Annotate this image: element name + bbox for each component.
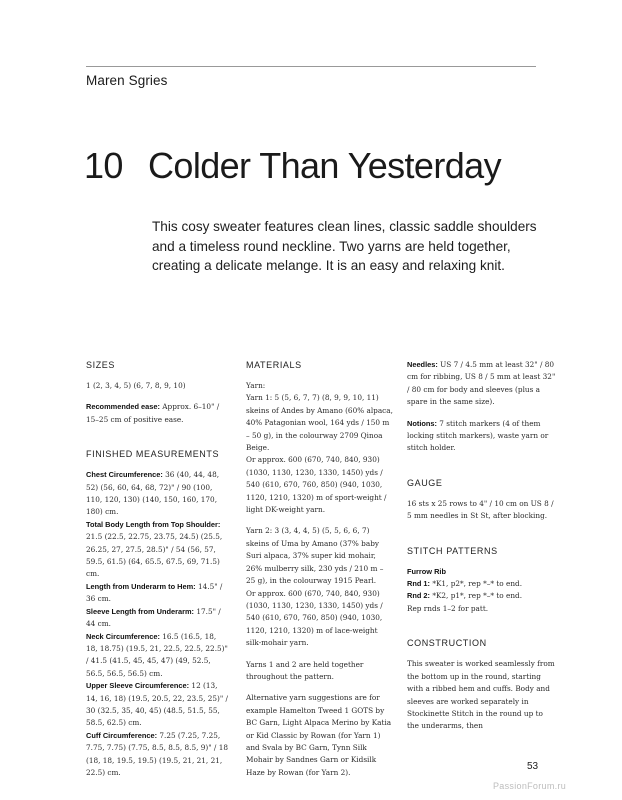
needles-text: US 7 / 4.5 mm at least 32" / 80 cm for ribbing, US 8 / 5 mm at least 32" / 80 cm for body and sleeves (plus a spare in the same size). [407,360,556,407]
yarn-label: Yarn: [246,381,266,390]
needles-info [407,359,557,409]
finished-measurements-heading: FINISHED MEASUREMENTS [86,449,220,460]
stitch-patterns-heading: STITCH PATTERNS [407,545,498,556]
measurement-item: Length from Underarm to Hem: 14.5" / 36 cm. [86,581,223,604]
gauge-text: 16 sts x 25 rows to 4" / 10 cm on US 8 / 5 mm needles in St St, after blocking. [407,498,554,521]
ease-label: Recommended ease: [86,402,160,412]
construction-text: This sweater is worked seamlessly from the bottom up in the round, starting with a ribbed hem and cuffs. Body and sleeves are worked separately in Stockinette Stitch in the round up to the underarms, then [407,659,555,731]
pattern-title [84,145,501,187]
pattern-title-text: Colder Than Yesterday [148,145,501,186]
notions-label: Notions: [407,418,437,428]
measurement-item: Chest Circumference: 36 (40, 44, 48, 52) (56, 60, 64, 68, 72)" / 90 (100, 110, 120, 130) (140, 150, 160, 170, 180) cm. [86,470,220,517]
notions-info [407,418,557,455]
recommended-ease [86,401,228,426]
watermark: PassionForum.ru [493,781,567,791]
column-materials [246,359,394,779]
sizes-heading: SIZES [86,360,116,370]
needles-label: Needles: [407,360,438,369]
yarn2-alternative: Or approx. 600 (670, 740, 840, 930) (1030, 1130, 1230, 1330, 1450) yds / 540 (610, 670, 760, 850) (940, 1030, 1120, 1210, 1320) m of lace-weight silk-mohair yarn. [246,588,383,648]
measurement-item: Sleeve Length from Underarm: 17.5" / 44 cm. [86,606,221,629]
column-needles-gauge [407,359,557,733]
notions-text: 7 stitch markers (4 of them locking stitch markers), waste yarn or stitch holder. [407,418,549,453]
measurements-list [86,469,228,779]
header-divider [86,66,536,67]
author-name: Maren Sgries [86,73,168,88]
intro-paragraph: This cosy sweater features clean lines, classic saddle shoulders and a timeless round neckline. Two yarns are held together, creating a delicate melange. It is an easy and relaxing knit. [152,219,537,273]
yarn1-alternative: Or approx. 600 (670, 740, 840, 930) (1030, 1130, 1230, 1330, 1450) yds / 540 (610, 670, 760, 850) (940, 1030, 1120, 1210, 1320) m of sport-weight / light DK-weight yarn. [246,455,387,515]
sizes-values: 1 (2, 3, 4, 5) (6, 7, 8, 9, 10) [86,381,186,390]
stitch-repeat: Rep rnds 1–2 for patt. [407,603,489,613]
measurement-item: Upper Sleeve Circumference: 12 (13, 14, 16, 18) (19.5, 20.5, 22, 23.5, 25)" / 30 (32.5, 35, 40, 45) (48.5, 51.5, 55, 58.5, 62.5) cm. [86,681,228,728]
ease-text: Approx. 6–10" / 15–25 cm of positive ease. [86,402,220,424]
gauge-heading: GAUGE [407,477,443,488]
construction-heading: CONSTRUCTION [407,638,487,649]
page-number: 53 [527,761,539,772]
yarn2-text: Yarn 2: 3 (3, 4, 4, 5) (5, 5, 6, 6, 7) skeins of Uma by Amano (37% baby Suri alpaca, 37% super kid mohair, 26% mulberry silk, 230 yds / 210 m – 25 g), in the colourway 1915 Pearl. [246,526,384,586]
measurement-item: Neck Circumference: 16.5 (16.5, 18, 18, 18.75) (19.5, 21, 22.5, 22.5, 22.5)" / 41.5 (41.5, 45, 45, 47) (49, 52.5, 56.5, 56.5, 56.5) cm. [86,631,228,678]
alternative-yarns: Alternative yarn suggestions are for example Hamelton Tweed 1 GOTS by BC Garn, Light Alpaca Merino by Katia or Kid Classic by Rowan (for Yarn 1) and Svala by BC Garn, Tynn Silk Mohair by Sandnes Garn or Kidsilk Haze by Rowan (for Yarn 2). [246,693,392,777]
stitch-row: Rnd 1: *K1, p2*, rep *–* to end. [407,579,523,589]
stitch-pattern-name: Furrow Rib [407,566,447,576]
measurement-item: Total Body Length from Top Shoulder: 21.5 (22.5, 22.75, 23.75, 24.5) (25.5, 26.25, 27, 27.5, 28.5)" / 54 (56, 57, 59.5, 61.5) (64, 65.5, 67.5, 69, 71.5) cm. [86,519,223,579]
measurement-item: Cuff Circumference: 7.25 (7.25, 7.25, 7.75, 7.75) (7.75, 8.5, 8.5, 8.5, 9)" / 18 (18, 18, 19.5, 19.5) (19.5, 21, 21, 21, 22.5) cm. [86,730,228,777]
held-together-note: Yarns 1 and 2 are held together throughout the pattern. [246,659,364,681]
stitch-row: Rnd 2: *K2, p1*, rep *–* to end. [407,591,523,601]
yarn1-text: Yarn 1: 5 (5, 6, 7, 7) (8, 9, 9, 10, 11) skeins of Andes by Amano (60% alpaca, 40% Patagonian wool, 164 yds / 150 m – 50 g), in the colourway 2709 Qinoa Beige. [246,393,393,453]
pattern-number: 10 [84,145,123,186]
materials-heading: MATERIALS [246,360,302,370]
column-sizes-measurements [86,359,228,779]
